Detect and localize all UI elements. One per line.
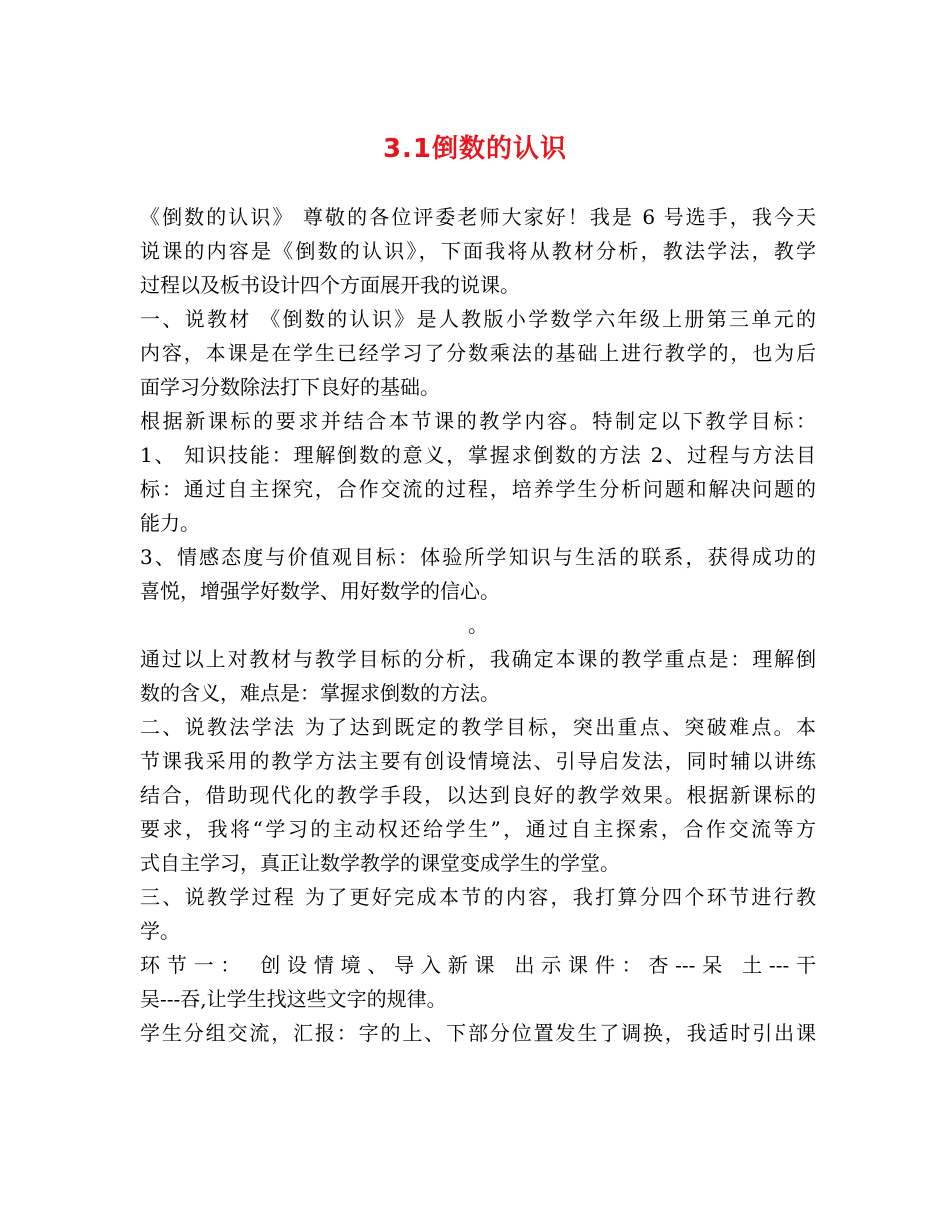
paragraph-line: 说课的内容是《倒数的认识》，下面我将从教材分析，教法学法，教学 <box>140 239 816 263</box>
paragraph-line: 通过以上对教材与教学目标的分析，我确定本课的教学重点是：理解倒 <box>140 647 816 671</box>
paragraph-line: 内容，本课是在学生已经学习了分数乘法的基础上进行教学的，也为后 <box>140 341 816 365</box>
paragraph-line: 面学习分数除法打下良好的基础。 <box>140 375 440 399</box>
paragraph-line: 喜悦，增强学好数学、用好数学的信心。 <box>140 579 500 603</box>
paragraph-line: 能力。 <box>140 511 200 535</box>
paragraph-line: 过程以及板书设计四个方面展开我的说课。 <box>140 273 520 297</box>
paragraph-line: 式自主学习，真正让数学教学的课堂变成学生的学堂。 <box>140 851 620 875</box>
paragraph-line: 1、 知识技能：理解倒数的意义，掌握求倒数的方法 2、过程与方法目 <box>140 443 816 467</box>
paragraph-line: 环节一： 创设情境、导入新课 出示课件：杏---呆 土---干 <box>140 953 816 977</box>
paragraph-line: 学生分组交流，汇报：字的上、下部分位置发生了调换，我适时引出课 <box>140 1021 816 1045</box>
paragraph-line: 标：通过自主探究，合作交流的过程，培养学生分析问题和解决问题的 <box>140 477 816 501</box>
paragraph-line: 吴---吞,让学生找这些文字的规律。 <box>140 987 447 1011</box>
paragraph-line: 数的含义，难点是：掌握求倒数的方法。 <box>140 681 500 705</box>
paragraph-line: 学。 <box>140 919 180 943</box>
paragraph-line: 三、说教学过程 为了更好完成本节的内容，我打算分四个环节进行教 <box>140 885 816 909</box>
paragraph-line: 根据新课标的要求并结合本节课的教学内容。特制定以下教学目标： <box>140 409 816 433</box>
paragraph-line: 。 <box>468 613 488 637</box>
paragraph-line: 节课我采用的教学方法主要有创设情境法、引导启发法，同时辅以讲练 <box>140 749 816 773</box>
paragraph-line: 一、说教材 《倒数的认识》是人教版小学数学六年级上册第三单元的 <box>140 307 816 331</box>
document-title: 3.1倒数的认识 <box>382 134 568 164</box>
document-body <box>140 200 816 1050</box>
paragraph-line: 3、情感态度与价值观目标：体验所学知识与生活的联系，获得成功的 <box>140 545 816 569</box>
paragraph-line: 《倒数的认识》 尊敬的各位评委老师大家好！我是 6 号选手，我今天 <box>140 205 816 229</box>
paragraph-line: 要求，我将“学习的主动权还给学生”，通过自主探索，合作交流等方 <box>140 817 816 841</box>
paragraph-line: 结合，借助现代化的教学手段，以达到良好的教学效果。根据新课标的 <box>140 783 816 807</box>
paragraph-line: 二、说教法学法 为了达到既定的教学目标，突出重点、突破难点。本 <box>140 715 816 739</box>
